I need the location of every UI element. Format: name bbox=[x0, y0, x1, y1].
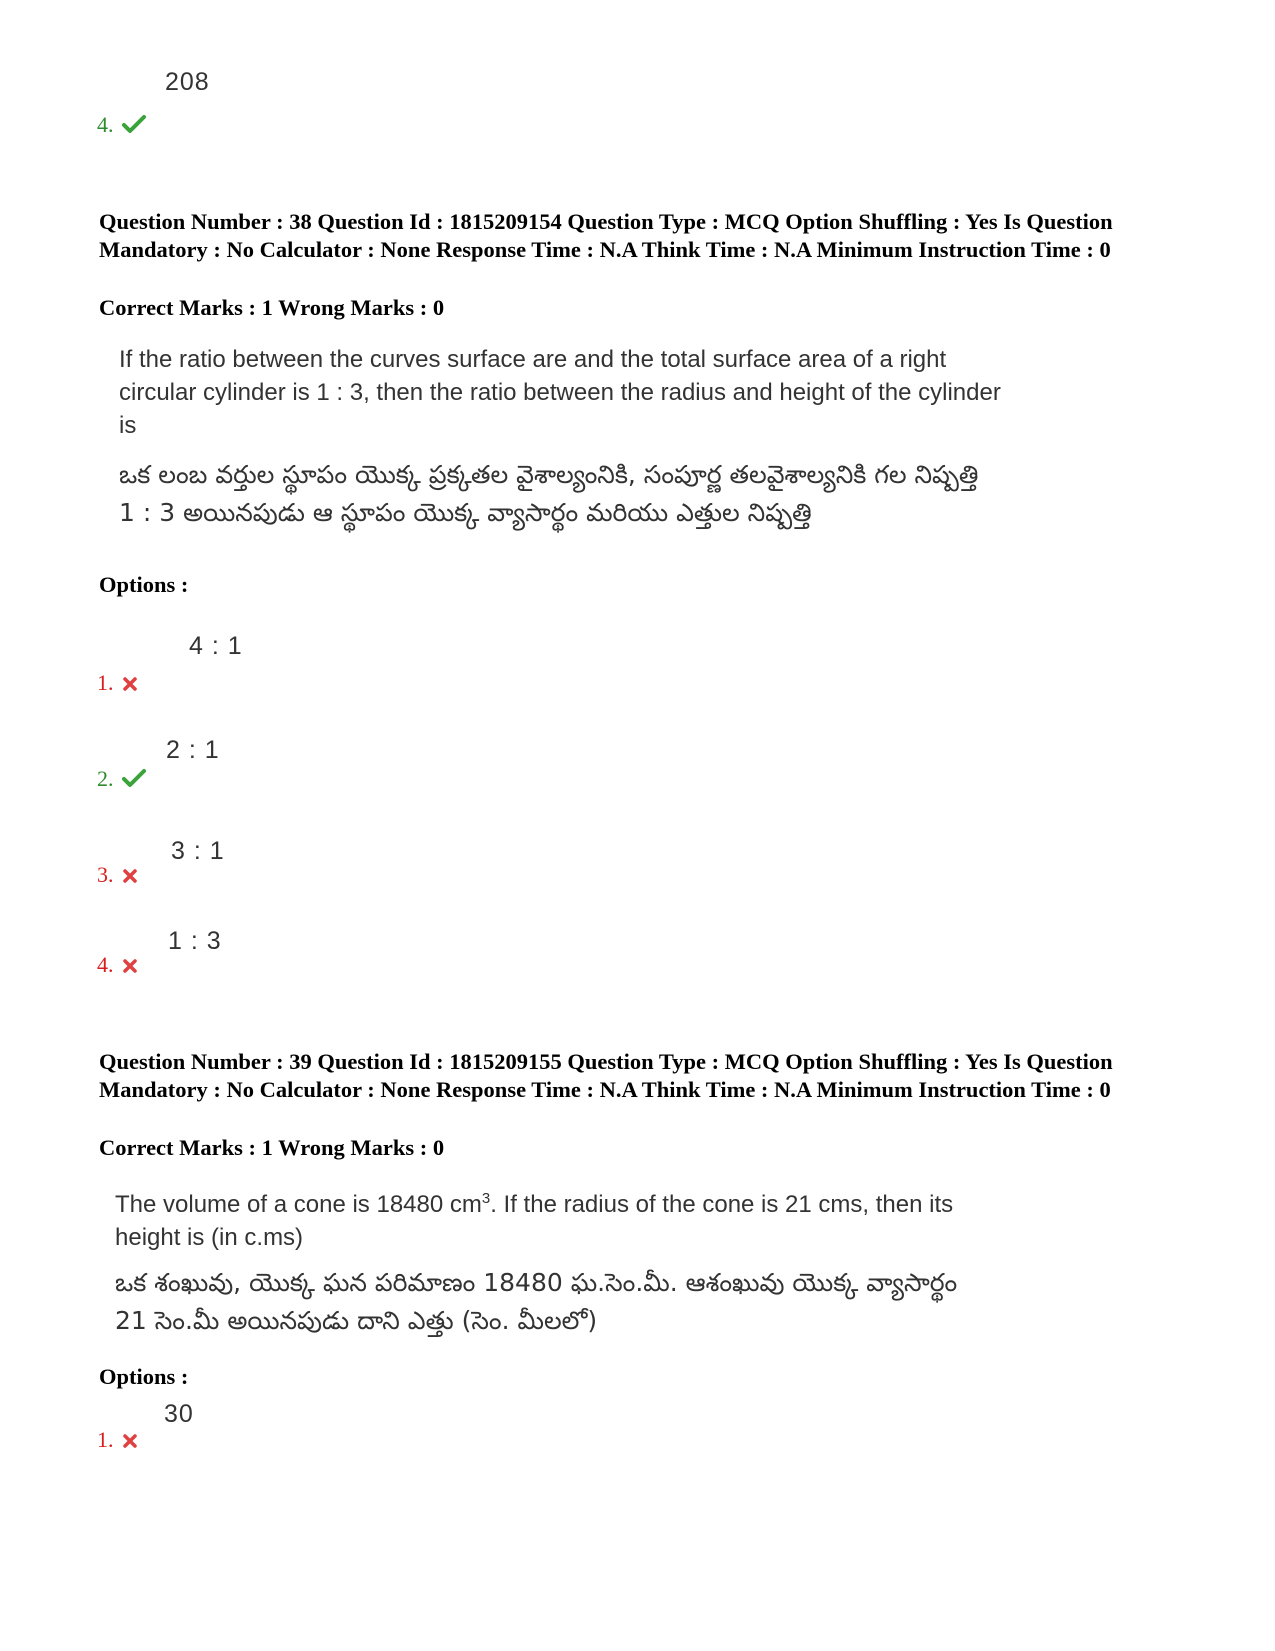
text-en-part2: . If the radius of the cone is 21 cms, then its height is (in c.ms) bbox=[115, 1191, 954, 1251]
option-1 bbox=[97, 670, 138, 698]
question-38-marks: Correct Marks : 1 Wrong Marks : 0 bbox=[99, 295, 445, 320]
question-39-text-en bbox=[115, 1182, 1015, 1254]
cross-icon bbox=[122, 864, 138, 890]
cross-icon bbox=[122, 672, 138, 698]
question-38-text-te: ఒక లంబ వర్తుల స్థూపం యొక్క ప్రక్కతల వైశాల్యంనికి, సంపూర్ణ తలవైశాల్యనికి గల నిష్పత్తి 1 : 3 అయినపుడు ఆ స్థూపం యొక్క వ్యాసార్థం మరియు ఎత్తుల నిష్పత్తి bbox=[119, 460, 979, 527]
option-1-value: 4 : 1 bbox=[189, 632, 243, 660]
option-2-value: 2 : 1 bbox=[166, 736, 220, 764]
option-number: 1. bbox=[97, 1427, 114, 1452]
question-39-marks: Correct Marks : 1 Wrong Marks : 0 bbox=[99, 1135, 445, 1160]
cross-icon bbox=[122, 954, 138, 980]
option-4 bbox=[97, 952, 138, 980]
option-1 bbox=[97, 1427, 138, 1455]
check-icon bbox=[122, 114, 146, 140]
question-38-text-en: If the ratio between the curves surface are and the total surface area of a right circular cylinder is 1 : 3, then the ratio between the radius and height of the cylinder is bbox=[119, 346, 1001, 439]
check-icon bbox=[122, 768, 146, 794]
option-4-value: 1 : 3 bbox=[168, 927, 222, 955]
question-38-header: Question Number : 38 Question Id : 1815209154 Question Type : MCQ Option Shuffling : Yes Is Question Mandatory : No Calculator : None Response Time : N.A Think Time : N.A Minimum Instruction Time : 0 bbox=[99, 209, 1113, 262]
option-2 bbox=[97, 766, 146, 794]
prev-option-4 bbox=[97, 112, 146, 140]
prev-option-4-value: 208 bbox=[165, 68, 210, 96]
option-number: 2. bbox=[97, 766, 114, 791]
option-3-value: 3 : 1 bbox=[171, 837, 225, 865]
question-39-header: Question Number : 39 Question Id : 1815209155 Question Type : MCQ Option Shuffling : Yes Is Question Mandatory : No Calculator : None Response Time : N.A Think Time : N.A Minimum Instruction Time : 0 bbox=[99, 1049, 1113, 1102]
option-number: 1. bbox=[97, 670, 114, 695]
option-number: 4. bbox=[97, 112, 114, 137]
text-en-part1: The volume of a cone is 18480 cm bbox=[115, 1191, 482, 1218]
option-number: 3. bbox=[97, 862, 114, 887]
cross-icon bbox=[122, 1429, 138, 1455]
superscript-3: 3 bbox=[481, 1190, 491, 1207]
question-39-text-te: ఒక శంఖువు, యొక్క ఘన పరిమాణం 18480 ఘ.సెం.మీ. ఆశంఖువు యొక్క వ్యాసార్థం 21 సెం.మీ అయినపుడు దాని ఎత్తు (సెం. మీలలో) bbox=[115, 1268, 958, 1335]
option-number: 4. bbox=[97, 952, 114, 977]
option-3 bbox=[97, 862, 138, 890]
option-1-value: 30 bbox=[164, 1400, 194, 1428]
question-38-options-label: Options : bbox=[99, 572, 189, 597]
question-39-options-label: Options : bbox=[99, 1364, 189, 1389]
